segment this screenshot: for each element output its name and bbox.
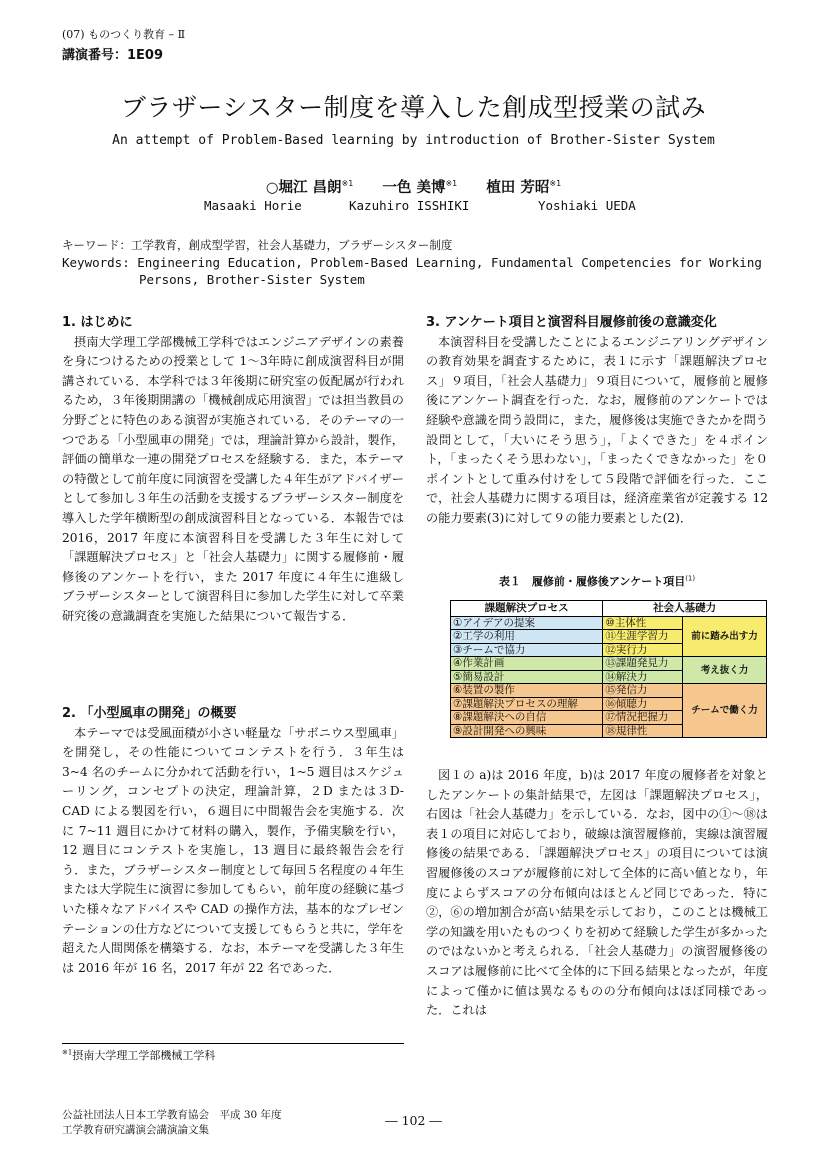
- section-heading: 1. はじめに: [62, 315, 133, 330]
- author-1: ○堀江 昌朗: [265, 180, 342, 196]
- section-3-continued: [426, 766, 768, 1021]
- table-cell: ②工学の利用: [451, 630, 603, 644]
- section-heading: 3. アンケート項目と演習科目履修前後の意識変化: [426, 315, 717, 330]
- section-body: 図１の a)は 2016 年度，b)は 2017 年度の履修者を対象としたアンケートの集計結果で，左図は「課題解決プロセス」，右図は「社会人基礎力」を示している．なお，図中の①～⑱は表１の項目に対応しており，破線は演習履修前，実線は演習履修後の結果である．「課題解決プロセス」の項目については演習履修後のスコアが履修前に対して全体的に高い値となり，年度によらずスコアの分布傾向はほとんど同じであった．特に②，⑥の増加割合が高い結果を示しており，このことは機械工学の知識を用いたものつくりを初めて経験した学生が多かったのではないかと考えられる．「社会人基礎力」の演習履修後のスコアは履修前に比べて全体的に下回る結果となったが，年度によって僅かに値は異なるものの分布傾向はほぼ同様であった．これは: [426, 768, 768, 1018]
- table-cell: ④作業計画: [451, 657, 603, 671]
- table-caption: 表１ 履修前・履修後アンケート項目$^{(1)}$: [498, 574, 696, 588]
- table-cell: ⑰情況把握力: [603, 711, 683, 725]
- table-cell: ⑨設計開発への興味: [451, 724, 603, 738]
- author-1-en: Masaaki Horie: [204, 198, 302, 213]
- author-list: ○堀江 昌朗$^{※1}$ 一色 美博$^{※1}$ 植田 芳昭$^{※1}$: [265, 179, 562, 196]
- keywords-jp: キーワード：工学教育，創成型学習，社会人基礎力，ブラザーシスター制度: [62, 238, 453, 252]
- table-cell: ⑤簡易設計: [451, 670, 603, 684]
- group-label: 前に踏み出す力: [683, 616, 767, 657]
- footnote-rule: [62, 1043, 404, 1044]
- table-cell: ⑱規律性: [603, 724, 683, 738]
- survey-table: [450, 600, 767, 738]
- table-cell: ⑩主体性: [603, 616, 683, 630]
- section-3: [426, 313, 768, 529]
- section-heading: 2. 「小型風車の開発」の概要: [62, 706, 237, 721]
- section-body: 摂南大学理工学部機械工学科ではエンジニアデザインの素養を身につけるための授業として 1～3年時に創成演習科目が開講されている．本学科では３年後期に研究室の仮配属が行われるため，３年後期開講の「機械創成応用演習」では担当教員の分野ごとに特色のある演習が実施されている．そのテーマの一つである「小型風車の開発」では，理論計算から設計，製作，評価の簡単な一連の開発プロセスを経験する．また，本テーマの特徴として前年度に同演習を受講した４年生がアドバイザーとして参加し３年生の活動を支援するブラザーシスター制度を導入した学年横断型の創成演習科目となっている．本報告では 2016，2017 年度に本演習科目を受講した３年生に対して「課題解決プロセス」と「社会人基礎力」に関する履修前・履修後のアンケートを行い，また 2017 年度に４年生に進級しブラザーシスターとして演習科目に参加した学生に対して卒業研究後の意識調査を実施した結果について報告する．: [62, 334, 404, 623]
- group-label: チームで働く力: [683, 684, 767, 738]
- table-header: 課題解決プロセス: [451, 601, 603, 617]
- paper-title: ブラザーシスター制度を導入した創成型授業の試み: [120, 93, 707, 122]
- table-cell: ⑫実行力: [603, 643, 683, 657]
- section-body: 本演習科目を受講したことによるエンジニアリングデザインの教育効果を調査するために，表１に示す「課題解決プロセス」９項目，「社会人基礎力」９項目について，履修前と履修後にアンケート調査を行った．なお，履修前のアンケートでは経験や意識を問う設問に，また，履修後は実施できたかを問う設問として，「大いにそう思う」，「よくできた」を４ポイント，「まったくそう思わない」，「まったくできなかった」を０ポイントとして重み付けをして５段階で評価を行った．ここで，社会人基礎力に関する項目は，経済産業省が定義する 12 の能力要素(3)に対して９の能力要素とした(2)．: [426, 334, 768, 525]
- table-cell: ⑬課題発見力: [603, 657, 683, 671]
- table-header: 社会人基礎力: [603, 601, 767, 617]
- table-cell: ①アイデアの提案: [451, 616, 603, 630]
- table-cell: ⑯傾聴力: [603, 697, 683, 711]
- table-cell: ⑭解決力: [603, 670, 683, 684]
- page-number: ― 102 ―: [385, 1113, 442, 1128]
- table-cell: ⑥装置の製作: [451, 684, 603, 698]
- table-cell: ③チームで協力: [451, 643, 603, 657]
- table-cell: ⑧課題解決への自信: [451, 711, 603, 725]
- section-1: [62, 313, 404, 627]
- author-2-en: Kazuhiro ISSHIKI: [349, 198, 470, 213]
- paper-title-en: An attempt of Problem-Based learning by introduction of Brother-Sister System: [112, 133, 715, 148]
- lecture-number: 講演番号：1E09: [62, 48, 164, 63]
- session-label: (07) ものつくり教育 – Ⅱ: [62, 28, 186, 41]
- table-cell: ⑪生涯学習力: [603, 630, 683, 644]
- author-2: 一色 美博: [382, 180, 446, 196]
- author-3: 植田 芳昭: [486, 180, 550, 196]
- footnote: $^{※1}$摂南大学理工学部機械工学科: [62, 1048, 216, 1062]
- footer-publisher: 公益社団法人日本工学教育協会 平成 30 年度 工学教育研究講演会講演論文集: [62, 1109, 282, 1136]
- group-label: 考え抜く力: [683, 657, 767, 684]
- section-body: 本テーマでは受風面積が小さい軽量な「サボニウス型風車」を開発し，その性能についてコンテストを行う．３年生は 3~4 名のチームに分かれて活動を行い，1~5 週目はスケジューリング，コンセプトの決定，理論計算，２D または３D-CAD による製図を行い，６週目に中間報告会を実施する．次に 7~11 週目にかけて材料の購入，製作，予備実験を行い，12 週目にコンテストを実施し，13 週目に最終報告会を行う．また，ブラザーシスター制度として毎回５名程度の４年生または大学院生に演習に参加してもらい，前年度の経験に基づいた様々なアドバイスや CAD の操作方法，基本的なプレゼンテーションの仕方などについて支援してもらうと共に，学年を超えた人間関係を構築する．なお，本テーマを受講した３年生は 2016 年が 16 名，2017 年が 22 名であった．: [62, 725, 404, 975]
- table-cell: ⑦課題解決プロセスの理解: [451, 697, 603, 711]
- keywords-en: Keywords: Engineering Education, Problem-Based Learning, Fundamental Competencies for Working Persons, Brother-Sister System: [62, 255, 762, 287]
- table-cell: ⑮発信力: [603, 684, 683, 698]
- author-3-en: Yoshiaki UEDA: [538, 198, 636, 213]
- section-2: [62, 704, 404, 978]
